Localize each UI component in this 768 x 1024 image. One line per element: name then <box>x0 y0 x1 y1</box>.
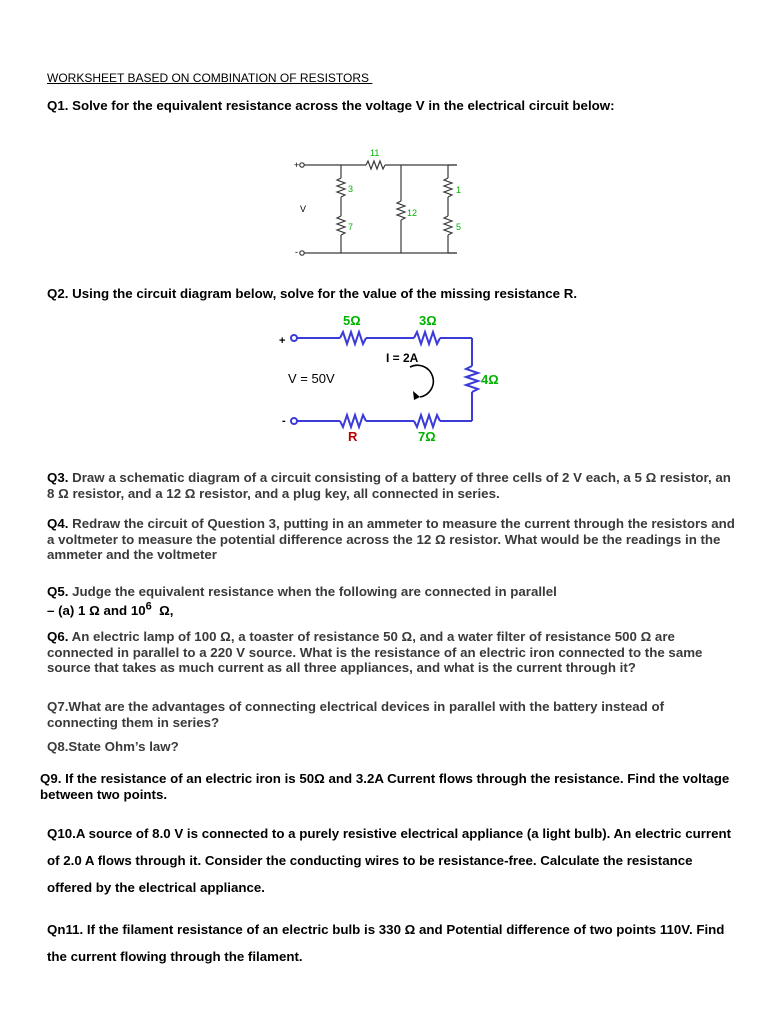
question-11 <box>47 916 727 970</box>
question-10-text: Q10.A source of 8.0 V is connected to a purely resistive electrical appliance (a light bulb). An electric current of 2.0 A flows through it. Consider the conducting wires to be resistance-free. Calculate the resistance offered by the electrical appliance. <box>47 826 732 895</box>
question-5-part-a <box>47 600 174 619</box>
question-6 <box>47 629 737 676</box>
question-6-label: Q6. <box>47 629 69 644</box>
question-1 <box>47 98 747 114</box>
q2-resistor-r <box>340 415 366 427</box>
question-8 <box>47 739 737 755</box>
question-9 <box>40 771 740 802</box>
q1-voltage-label: V <box>300 204 307 214</box>
q2-voltage-label: V = 50V <box>288 371 335 386</box>
q2-circuit-diagram <box>270 305 510 450</box>
question-4 <box>47 516 737 563</box>
q1-label-5: 5 <box>456 222 462 232</box>
q2-resistor-3 <box>414 332 440 344</box>
q1-resistor-7 <box>337 216 345 235</box>
question-3-text: Draw a schematic diagram of a circuit consisting of a battery of three cells of 2 V each, a 5 Ω resistor, an 8 Ω resistor, and a 12 Ω resistor, and a plug key, all connected in series. <box>47 470 731 501</box>
q2-resistor-7 <box>414 415 440 427</box>
q2-label-r: R <box>348 429 358 444</box>
worksheet-title: WORKSHEET BASED ON COMBINATION OF RESISTORS <box>47 71 373 85</box>
q1-label-3: 3 <box>348 184 354 194</box>
question-5-part-a-text: – (a) 1 Ω and 10 <box>47 602 146 618</box>
q2-label-3ohm: 3Ω <box>419 313 437 328</box>
question-4-label: Q4. <box>47 516 69 531</box>
question-5-part-a-unit: Ω, <box>151 602 174 618</box>
q2-label-5ohm: 5Ω <box>343 313 361 328</box>
q2-label-4ohm: 4Ω <box>481 372 499 387</box>
q1-label-1: 1 <box>456 185 462 195</box>
question-9-text: Q9. If the resistance of an electric iron is 50Ω and 3.2A Current flows through the resistance. Find the voltage between two points. <box>40 771 730 802</box>
question-7-text: Q7.What are the advantages of connecting electrical devices in parallel with the battery instead of connecting them in series? <box>47 699 665 730</box>
q2-plus-terminal: + <box>279 335 286 347</box>
q2-resistor-5 <box>340 332 366 344</box>
q2-current-arrow-icon <box>410 365 433 400</box>
q1-resistor-1 <box>444 178 452 197</box>
question-5-exponent: 6 <box>145 600 152 613</box>
question-8-text: Q8.State Ohm’s law? <box>47 739 179 754</box>
q1-circuit-diagram <box>280 140 480 270</box>
question-6-text: An electric lamp of 100 Ω, a toaster of resistance 50 Ω, and a water filter of resistance 500 Ω are connected in parallel to a 220 V source. What is the resistance of an electric iron connected to the same source that takes as much current as all three appliances, and what is the current through it? <box>47 629 703 675</box>
q2-resistor-4 <box>466 366 478 392</box>
question-5-text: Judge the equivalent resistance when the following are connected in parallel <box>68 584 557 599</box>
question-2 <box>47 286 747 302</box>
q1-resistor-3 <box>337 178 345 197</box>
q1-label-12: 12 <box>407 208 418 218</box>
q1-minus-terminal: - <box>295 247 298 257</box>
q1-label-7: 7 <box>348 222 354 232</box>
question-3-label: Q3. <box>47 470 69 485</box>
question-7 <box>47 699 737 730</box>
question-1-text: Q1. Solve for the equivalent resistance across the voltage V in the electrical circuit below: <box>47 98 615 113</box>
q2-minus-terminal: - <box>282 415 286 427</box>
question-11-text: Qn11. If the filament resistance of an electric bulb is 330 Ω and Potential difference of two points 110V. Find the current flowing through the filament. <box>47 922 725 964</box>
question-3 <box>47 470 737 501</box>
question-10 <box>47 820 737 901</box>
question-4-text: Redraw the circuit of Question 3, putting in an ammeter to measure the current through the resistors and a voltmeter to measure the potential difference across the 12 Ω resistor. What would be the readings in the ammeter and the voltmeter <box>47 516 735 562</box>
question-2-text: Q2. Using the circuit diagram below, solve for the value of the missing resistance R. <box>47 286 578 301</box>
q2-label-7ohm: 7Ω <box>418 429 436 444</box>
q1-resistor-11 <box>366 161 385 169</box>
q2-current-label: I = 2A <box>386 351 419 365</box>
q1-plus-terminal: + <box>294 160 300 170</box>
q1-resistor-12 <box>397 201 405 220</box>
q1-label-11: 11 <box>370 148 380 158</box>
question-5-label: Q5. <box>47 584 69 599</box>
question-5 <box>47 584 737 618</box>
q1-resistor-5 <box>444 216 452 235</box>
